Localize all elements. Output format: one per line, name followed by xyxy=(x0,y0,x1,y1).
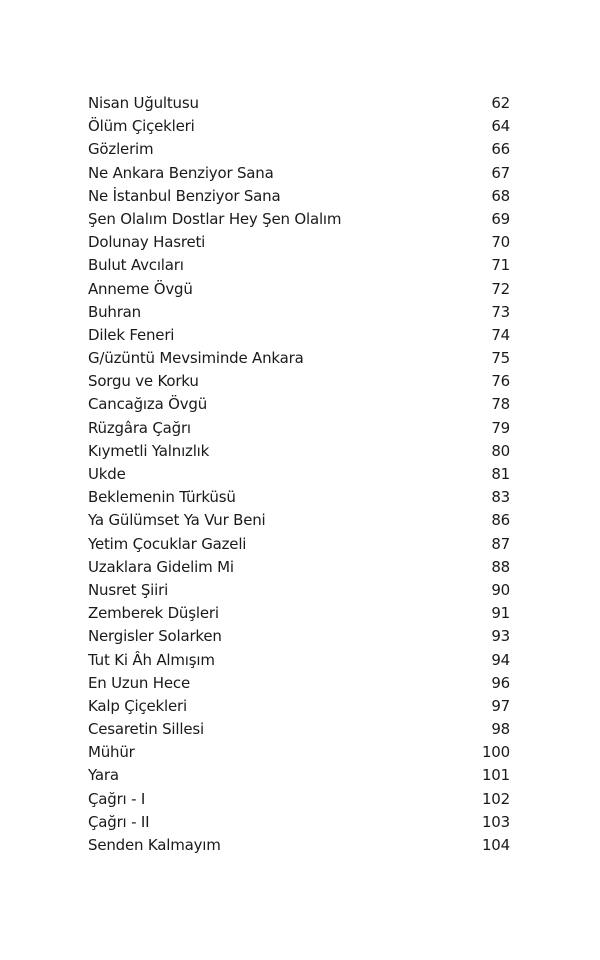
toc-entry-title: Nusret Şiiri xyxy=(88,580,169,599)
toc-entry-title: Kalp Çiçekleri xyxy=(88,696,187,715)
toc-entry xyxy=(88,556,510,579)
toc-entry-page: 104 xyxy=(481,836,510,854)
toc-entry-title: Ne Ankara Benziyor Sana xyxy=(88,163,274,182)
toc-entry-page: 67 xyxy=(491,163,510,182)
toc-entry xyxy=(88,440,510,463)
toc-entry-title: Beklemenin Türküsü xyxy=(88,488,236,507)
toc-entry-title: En Uzun Hece xyxy=(88,673,190,692)
toc-entry-page: 93 xyxy=(491,627,510,646)
toc-entry-title: Ne İstanbul Benziyor Sana xyxy=(88,186,281,205)
toc-entry xyxy=(88,718,510,741)
toc-entry-title: Yara xyxy=(88,766,119,785)
toc-entry-page: 75 xyxy=(491,349,510,368)
toc-entry xyxy=(88,324,510,347)
toc-entry-page: 69 xyxy=(491,209,510,228)
toc-entry-title: Buhran xyxy=(88,302,141,321)
toc-entry-page: 70 xyxy=(491,233,510,252)
toc-entry-title: Nisan Uğultusu xyxy=(88,94,199,112)
toc-entry-page: 86 xyxy=(491,511,510,530)
toc-entry-title: Nergisler Solarken xyxy=(88,627,222,646)
toc-entry xyxy=(88,486,510,509)
toc-entry-page: 74 xyxy=(491,325,510,344)
toc-entry-title: Dilek Feneri xyxy=(88,325,175,344)
toc-entry xyxy=(88,185,510,208)
toc-entry xyxy=(88,370,510,393)
toc-entry xyxy=(88,649,510,672)
toc-entry-title: Dolunay Hasreti xyxy=(88,233,206,252)
toc-entry-title: Çağrı - II xyxy=(88,812,150,831)
toc-entry-page: 66 xyxy=(491,140,510,159)
toc-entry-title: Cesaretin Sillesi xyxy=(88,720,204,739)
toc-entry-page: 97 xyxy=(491,696,510,715)
toc-entry xyxy=(88,393,510,416)
toc-entry-page: 76 xyxy=(491,372,510,391)
toc-entry-page: 64 xyxy=(491,117,510,136)
toc-entry-title: Cancağıza Övgü xyxy=(88,395,208,414)
toc-entry-title: Senden Kalmayım xyxy=(88,836,221,854)
toc-entry xyxy=(88,533,510,556)
toc-entry-page: 81 xyxy=(491,465,510,483)
toc-entry xyxy=(88,509,510,532)
toc-entry-title: Zemberek Düşleri xyxy=(88,604,219,623)
toc-entry xyxy=(88,347,510,370)
toc-entry xyxy=(88,672,510,695)
toc-entry-title: Şen Olalım Dostlar Hey Şen Olalım xyxy=(88,209,342,228)
toc-entry xyxy=(88,138,510,161)
toc-entry xyxy=(88,254,510,277)
toc-entry xyxy=(88,417,510,440)
toc-entry-title: Yetim Çocuklar Gazeli xyxy=(88,534,247,553)
toc-entry xyxy=(88,834,510,857)
toc-entry-page: 78 xyxy=(491,395,510,414)
toc-entry-page: 68 xyxy=(491,186,510,205)
toc-entry-page: 102 xyxy=(481,789,510,808)
toc-entry-page: 103 xyxy=(481,812,510,831)
toc-entry-title: Sorgu ve Korku xyxy=(88,372,199,391)
toc-entry xyxy=(88,811,510,834)
toc-entry xyxy=(88,788,510,811)
toc-entry-title: Ölüm Çiçekleri xyxy=(88,117,195,136)
toc-entry-page: 96 xyxy=(491,673,510,692)
toc-entry xyxy=(88,695,510,718)
toc-entry-page: 62 xyxy=(491,94,510,112)
table-of-contents xyxy=(88,92,510,857)
toc-entry-page: 73 xyxy=(491,302,510,321)
toc-entry-page: 91 xyxy=(491,604,510,623)
toc-entry-page: 79 xyxy=(491,418,510,437)
toc-entry-page: 80 xyxy=(491,441,510,460)
toc-entry-title: Mühür xyxy=(88,743,135,762)
toc-entry xyxy=(88,92,510,115)
toc-entry-page: 71 xyxy=(491,256,510,275)
toc-entry-title: Çağrı - I xyxy=(88,789,146,808)
toc-entry-page: 72 xyxy=(491,279,510,298)
toc-entry xyxy=(88,115,510,138)
toc-entry xyxy=(88,231,510,254)
toc-entry-title: Uzaklara Gidelim Mi xyxy=(88,557,234,576)
toc-entry xyxy=(88,602,510,625)
toc-entry-page: 88 xyxy=(491,557,510,576)
toc-entry-page: 83 xyxy=(491,488,510,507)
toc-entry-title: Bulut Avcıları xyxy=(88,256,184,275)
toc-entry-page: 90 xyxy=(491,580,510,599)
toc-entry-title: Rüzgâra Çağrı xyxy=(88,418,191,437)
toc-entry xyxy=(88,764,510,787)
toc-entry xyxy=(88,741,510,764)
toc-entry-title: Kıymetli Yalnızlık xyxy=(88,441,210,460)
toc-entry-title: Tut Ki Âh Almışım xyxy=(88,650,215,669)
toc-entry-title: Anneme Övgü xyxy=(88,279,193,298)
toc-entry xyxy=(88,208,510,231)
toc-entry xyxy=(88,162,510,185)
toc-entry-title: Ukde xyxy=(88,465,126,483)
toc-entry xyxy=(88,579,510,602)
toc-entry xyxy=(88,625,510,648)
toc-entry xyxy=(88,301,510,324)
toc-entry-title: G/üzüntü Mevsiminde Ankara xyxy=(88,349,304,368)
toc-entry xyxy=(88,278,510,301)
toc-entry-title: Ya Gülümset Ya Vur Beni xyxy=(88,511,266,530)
toc-entry-page: 94 xyxy=(491,650,510,669)
toc-entry xyxy=(88,463,510,486)
toc-entry-title: Gözlerim xyxy=(88,140,154,159)
toc-entry-page: 87 xyxy=(491,534,510,553)
toc-entry-page: 100 xyxy=(481,743,510,762)
toc-entry-page: 98 xyxy=(491,720,510,739)
toc-entry-page: 101 xyxy=(481,766,510,785)
